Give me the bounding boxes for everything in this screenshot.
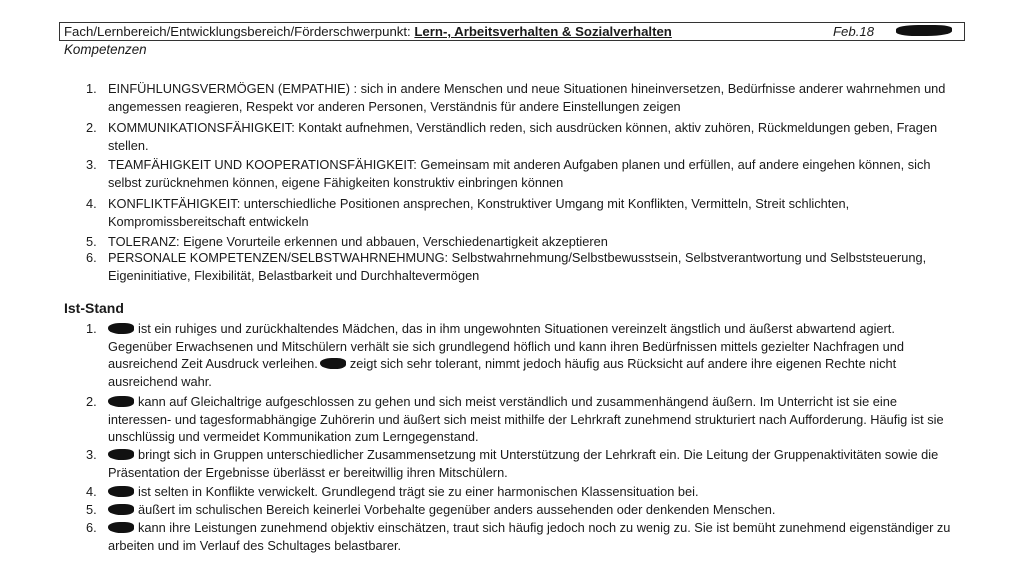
item-number: 1. xyxy=(86,321,97,336)
item-text: kann ihre Leistungen zunehmend objektiv einschätzen, traut sich häufig jedoch noch zu wenig zu. Sie ist bemüht zunehmend eigenständiger zu arbeiten und im Verlauf des Schultages belastbarer. xyxy=(108,520,951,553)
item-text-wrapper xyxy=(108,446,958,481)
item-text-wrapper xyxy=(108,501,958,519)
name-redaction xyxy=(108,323,134,334)
item-text: ist selten in Konflikte verwickelt. Grundlegend trägt sie zu einer harmonischen Klassensituation bei. xyxy=(138,484,699,499)
item-number: 5. xyxy=(86,502,97,517)
item-text-continued: zeigt sich sehr tolerant, nimmt jedoch häufig aus Rücksicht auf andere ihre eigenen Rechte nicht ausreichend wahr. xyxy=(108,356,897,389)
item-text: bringt sich in Gruppen unterschiedlicher Zusammensetzung mit Unterstützung der Lehrkraft ein. Die Leitung der Gruppenaktivitäten sowie die Präsentation der Ergebnisse überlässt er bereitwillig ihren Mitschülern. xyxy=(108,447,939,480)
item-text: kann auf Gleichaltrige aufgeschlossen zu gehen und sich meist verständlich und zusammenhängend äußern. Im Unterricht ist sie eine interessen- und tagesformabhängige Zuhörerin und äußert sich meist mithilfe der Lehrkraft zunehmend strukturiert nach Aufforderung. Häufig ist sie unschlüssig und vermeidet Kommunikation zum Lerngegenstand. xyxy=(108,394,944,444)
item-number: 4. xyxy=(86,196,97,211)
name-redaction xyxy=(108,504,134,515)
name-redaction xyxy=(108,486,134,497)
header-subject: Lern-, Arbeitsverhalten & Sozialverhalten xyxy=(414,24,672,39)
item-text-wrapper xyxy=(108,393,958,446)
item-text: TEAMFÄHIGKEIT UND KOOPERATIONSFÄHIGKEIT: Gemeinsam mit anderen Aufgaben planen und erfüllen, auf andere eingehen können, sich selbst zurücknehmen können, eigene Fähigkeiten konstruktiv einbringen können xyxy=(108,157,931,190)
item-number: 6. xyxy=(86,250,97,265)
header-date: Feb.18 xyxy=(833,24,875,39)
item-number: 4. xyxy=(86,484,97,499)
item-text: KONFLIKTFÄHIGKEIT: unterschiedliche Positionen ansprechen, Konstruktiver Umgang mit Konflikten, Vermitteln, Streit schlichten, Kompromissbereitschaft entwickeln xyxy=(108,196,850,229)
item-number: 2. xyxy=(86,120,97,135)
header-title xyxy=(64,24,672,39)
name-redaction xyxy=(320,358,346,369)
name-redaction xyxy=(108,449,134,460)
item-number: 6. xyxy=(86,520,97,535)
item-text: EINFÜHLUNGSVERMÖGEN (EMPATHIE) : sich in andere Menschen und neue Situationen hineinversetzen, Bedürfnisse anderer wahrnehmen und angemessen reagieren, Respekt vor anderen Personen, Verständnis für andere Einstellungen zeigen xyxy=(108,81,946,114)
name-redaction xyxy=(108,396,134,407)
item-text-wrapper xyxy=(108,519,958,554)
name-redaction xyxy=(108,522,134,533)
item-number: 2. xyxy=(86,394,97,409)
item-text: KOMMUNIKATIONSFÄHIGKEIT: Kontakt aufnehmen, Verständlich reden, sich ausdrücken können, aktiv zuhören, Rückmeldungen geben, Fragen stellen. xyxy=(108,120,938,153)
item-number: 3. xyxy=(86,157,97,172)
section-subtitle: Kompetenzen xyxy=(64,42,147,57)
header-label: Fach/Lernbereich/Entwicklungsbereich/Förderschwerpunkt: xyxy=(64,24,415,39)
ist-stand-heading: Ist-Stand xyxy=(64,300,124,316)
item-number: 3. xyxy=(86,447,97,462)
item-text: äußert im schulischen Bereich keinerlei Vorbehalte gegenüber anders aussehenden oder denkenden Menschen. xyxy=(138,502,776,517)
header-redaction xyxy=(896,25,952,36)
item-text-wrapper xyxy=(108,483,958,501)
item-number: 5. xyxy=(86,234,97,249)
item-number: 1. xyxy=(86,81,97,96)
item-text-wrapper xyxy=(108,320,958,390)
item-text: TOLERANZ: Eigene Vorurteile erkennen und abbauen, Verschiedenartigkeit akzeptieren xyxy=(108,234,608,249)
item-text: PERSONALE KOMPETENZEN/SELBSTWAHRNEHMUNG: Selbstwahrnehmung/Selbstbewusstsein, Selbstverantwortung und Selbststeuerung, Eigeninitiative, Flexibilität, Belastbarkeit und Durchhaltevermögen xyxy=(108,250,927,283)
item-text: ist ein ruhiges und zurückhaltendes Mädchen, das in ihm ungewohnten Situationen vereinzelt ängstlich und äußerst abwartend agiert. Gegenüber Erwachsenen und Mitschülern verhält sie sich grundlegend höflich und kann ihren Bedürfnissen mittels gezielter Nachfragen und ausreichend Zeit Ausdruck verleihen. xyxy=(108,321,905,371)
